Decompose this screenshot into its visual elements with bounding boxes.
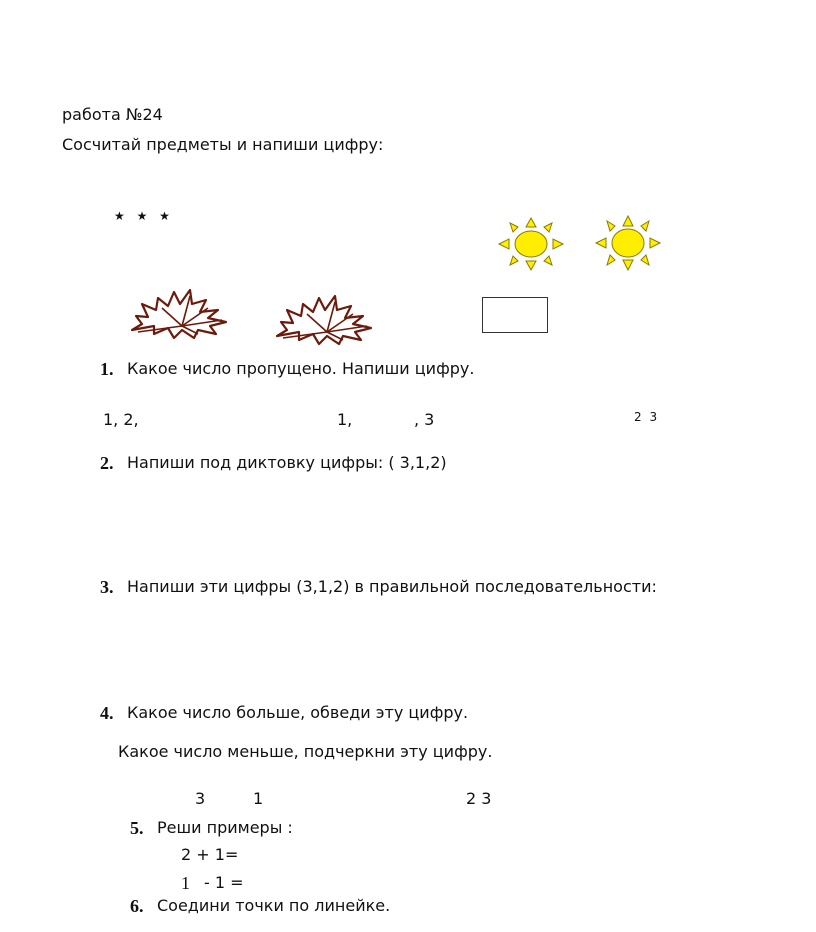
sequence-2-start: 1,: [337, 410, 353, 429]
task-4-number: 4.: [100, 703, 114, 723]
sequence-3: 2 3: [634, 410, 660, 424]
task-6-number: 6.: [130, 896, 144, 916]
compare-number-3: 3: [195, 789, 206, 808]
worksheet-title: работа №24: [62, 105, 163, 124]
example-2-digit: 1: [181, 873, 190, 893]
compare-number-1: 1: [253, 789, 264, 808]
task-4-text: Какое число больше, обведи эту цифру.: [127, 703, 469, 722]
maple-leaf-icon: [272, 292, 374, 346]
sun-icon: [499, 218, 563, 270]
stars-group: ★ ★ ★: [114, 209, 174, 223]
sun-icon: [596, 216, 660, 270]
task-1-text: Какое число пропущено. Напиши цифру.: [127, 359, 475, 378]
maple-leaf-icon: [128, 286, 228, 340]
answer-box[interactable]: [482, 297, 548, 333]
sequence-1: 1, 2,: [103, 410, 139, 429]
compare-number-pair: 2 3: [466, 789, 492, 808]
task-4-text-2: Какое число меньше, подчеркни эту цифру.: [118, 742, 493, 761]
task-5-text: Реши примеры :: [157, 818, 293, 837]
counting-instruction: Сосчитай предметы и напиши цифру:: [62, 135, 384, 154]
task-3-number: 3.: [100, 577, 114, 597]
task-2-text: Напиши под диктовку цифры: ( 3,1,2): [127, 453, 447, 472]
example-1: 2 + 1=: [181, 845, 239, 864]
task-6-text: Соедини точки по линейке.: [157, 896, 391, 915]
task-5-number: 5.: [130, 818, 144, 838]
example-2-rest: - 1 =: [204, 873, 244, 892]
task-3-text: Напиши эти цифры (3,1,2) в правильной последовательности:: [127, 577, 657, 596]
task-1-number: 1.: [100, 359, 114, 379]
task-2-number: 2.: [100, 453, 114, 473]
sequence-2-end: , 3: [414, 410, 435, 429]
